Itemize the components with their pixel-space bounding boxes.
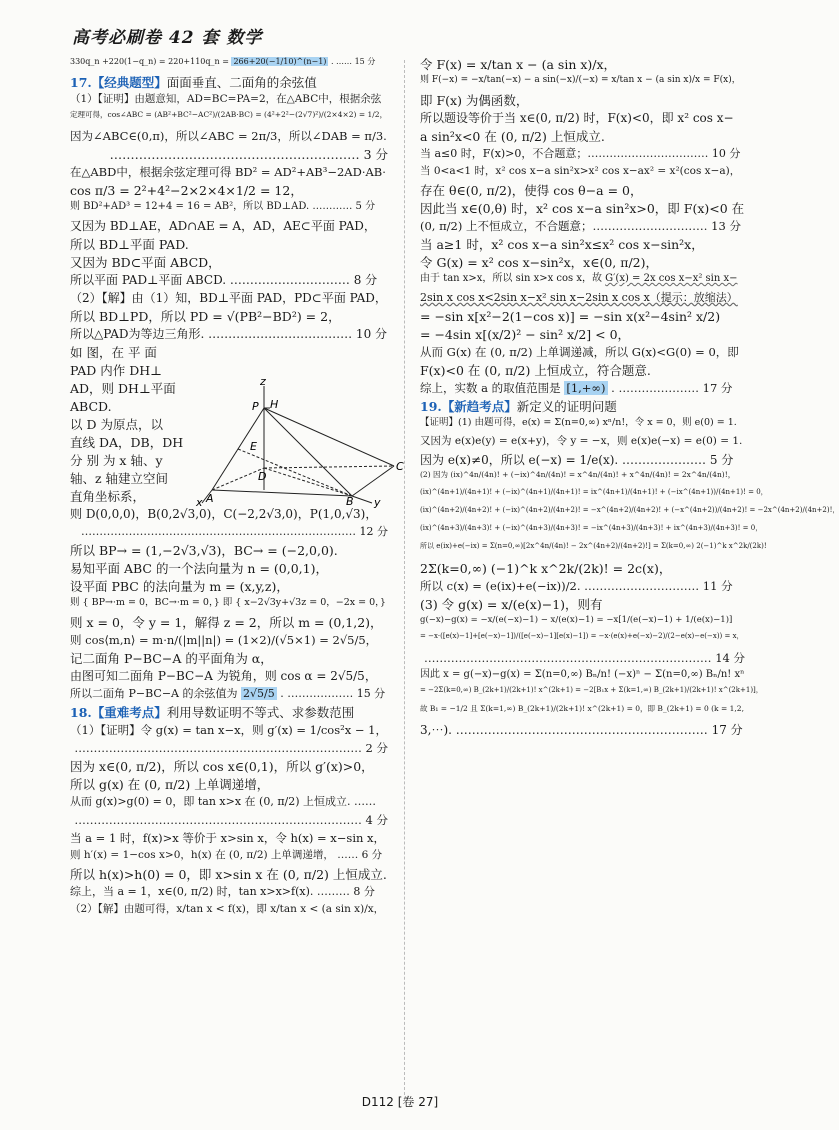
line-text: 定理可得，cos∠ABC = (AB²+BC²−AC²)/(2AB·BC) = (4²+2²−(2√7)²)/(2×4×2) = 1/2， xyxy=(70,110,388,119)
line-text: (2) 因为 (ix)^4n/(4n)! + (−ix)^4n/(4n)! = x^4n/(4n)! + x^4n/(4n)! = 2x^4n/(4n)!， xyxy=(420,470,736,479)
right-line xyxy=(420,200,745,218)
line-text: 记二面角 P−BC−A 的平面角为 α， xyxy=(70,651,273,666)
line-text: 面面垂直、二面角的余弦值 xyxy=(166,75,317,90)
left-line xyxy=(70,758,388,776)
right-column xyxy=(420,56,839,740)
left-line xyxy=(70,776,388,794)
edge-AD xyxy=(212,468,267,490)
right-line xyxy=(420,128,745,146)
right-line xyxy=(420,254,745,272)
left-line xyxy=(70,344,388,362)
left-line xyxy=(70,182,388,200)
right-line xyxy=(420,524,763,542)
right-line xyxy=(420,542,767,560)
left-line xyxy=(70,146,388,164)
right-line xyxy=(420,236,745,254)
left-line xyxy=(70,884,388,902)
line-text: ………………………………………………………………… 2 分 xyxy=(74,741,388,755)
left-line xyxy=(70,92,388,110)
line-text: 以 D 为原点，以 xyxy=(70,417,163,432)
left-line xyxy=(70,596,388,614)
line-text: 从而 G(x) 在 (0, π/2) 上单调递减，所以 G(x)<G(0) = 0，即 xyxy=(420,345,739,359)
left-line xyxy=(70,686,388,704)
line-text: 则 BD²+AD³ = 12+4 = 16 = AB²，所以 BD⊥AD. ………… 5 分 xyxy=(70,201,376,212)
line-text: 所以 BD⊥PD，所以 PD = √(PB²−BD²) = 2， xyxy=(70,309,341,324)
left-line xyxy=(70,128,388,146)
left-line xyxy=(70,740,388,758)
right-line xyxy=(420,182,745,200)
line-text: 所以 BP→ = (1,−2√3,√3)，BC→ = (−2,0,0). xyxy=(70,543,338,558)
line-text: …………………………………………………… 3 分 xyxy=(109,147,388,162)
line-text: 当 0<a<1 时，x² cos x−a sin²x>x² cos x−ax² = x²(cos x−a)， xyxy=(420,165,741,177)
right-line xyxy=(420,110,745,128)
line-text: (ix)^(4n+3)/(4n+3)! + (−ix)^(4n+3)/(4n+3)! = −ix^(4n+3)/(4n+3)! + ix^(4n+3)/(4n+3)! = 0， xyxy=(420,524,763,532)
right-line xyxy=(420,326,745,344)
line-text: 又因为 BD⊂平面 ABCD， xyxy=(70,255,221,270)
line-text: 所以 e(ix)+e(−ix) = Σ(n=0,∞)[2x^4n/(4n)! − 2x^(4n+2)/(4n+2)!] = Σ(k=0,∞) 2(−1)^k x^2k/(2k)! xyxy=(420,542,767,550)
line-text: 则 D(0,0,0)，B(0,2√3,0)，C(−2,2√3,0)，P(1,0,√3)， xyxy=(70,507,378,521)
left-line xyxy=(70,236,388,254)
right-line xyxy=(420,218,745,236)
right-line xyxy=(420,434,745,452)
left-line xyxy=(70,812,388,830)
line-text: = −4sin x[(x/2)² − sin² x/2] < 0， xyxy=(420,327,631,342)
line-text: 故 B₁ = −1/2 且 Σ(k=1,∞) B_(2k+1)/(2k+1)! x^(2k+1) = 0，即 B_(2k+1) = 0 (k = 1,2, xyxy=(420,704,744,713)
edge-PC xyxy=(264,408,394,466)
edge-DC xyxy=(264,466,394,468)
label-z: z xyxy=(260,375,266,388)
line-text: F(x)<0 在 (0, π/2) 上恒成立，符合题意. xyxy=(420,363,651,378)
left-line xyxy=(70,200,388,218)
line-text: 如 图，在 平 面 xyxy=(70,345,157,360)
left-line xyxy=(70,254,388,272)
line-text: 当 a = 1 时，f(x)>x 等价于 x>sin x，令 h(x) = x−sin x， xyxy=(70,831,386,845)
left-line xyxy=(70,632,388,650)
line-text: = −x·([e(x)−1]+[e(−x)−1])/([e(−x)−1][e(x)−1]) = −x·(e(x)+e(−x)−2)/(2−e(x)−e(−x)) = x， xyxy=(420,632,744,640)
label-A: A xyxy=(206,492,214,505)
line-text: 由图可知二面角 P−BC−A 为锐角，则 cos α = 2√5/5， xyxy=(70,669,377,683)
line-text: cos π/3 = 2²+4²−2×2×4×1/2 = 12， xyxy=(70,183,303,198)
right-line xyxy=(420,74,745,92)
left-line xyxy=(70,506,388,524)
left-line xyxy=(70,56,388,74)
edge-AB xyxy=(212,490,352,496)
line-text: 因为 e(x)≠0，所以 e(−x) = 1/e(x). ………………… 5 分 xyxy=(420,453,734,467)
line-text: （1）【证明】令 g(x) = tan x−x，则 g′(x) = 1/cos²x − 1， xyxy=(70,723,387,737)
right-line xyxy=(420,632,745,650)
answer-highlight: 266+20(−1/10)^(n−1) xyxy=(233,57,327,66)
line-text: 因此当 x∈(0,θ) 时，x² cos x−a sin²x>0，即 F(x)<0 在 xyxy=(420,201,745,216)
left-line xyxy=(70,794,388,812)
line-text: 综上，实数 a 的取值范围是 [1,+∞) . ………………… 17 分 xyxy=(420,381,733,395)
line-text: = −sin x[x²−2(1−cos x)] = −sin x(x²−4sin² x/2) xyxy=(420,309,721,324)
right-line xyxy=(420,578,745,596)
line-text: 直线 DA，DB，DH xyxy=(70,435,184,450)
line-text: ………………………………………………………………… 4 分 xyxy=(74,813,388,827)
edge-EB xyxy=(238,449,352,496)
line-text: 又因为 BD⊥AE，AD∩AE = A，AD，AE⊂平面 PAD， xyxy=(70,219,376,233)
left-line xyxy=(70,164,388,182)
line-text: g(−x)−g(x) = −x/(e(−x)−1) − x/(e(x)−1) = −x[1/(e(−x)−1) + 1/(e(x)−1)] xyxy=(420,615,733,625)
wavy-underline: 2sin x cos x<2sin x−x² sin x−2sin x cos x（提示：放缩法） xyxy=(420,291,738,304)
left-line xyxy=(70,326,388,344)
line-text: 当 a≤0 时，F(x)>0，不合题意；…………………………… 10 分 xyxy=(420,147,741,160)
right-line xyxy=(420,92,745,110)
line-text: 所以 BD⊥平面 PAD. xyxy=(70,237,189,252)
label-y: y xyxy=(374,496,381,509)
left-line xyxy=(70,272,388,290)
right-line xyxy=(420,308,745,326)
line-text: 即 F(x) 为偶函数， xyxy=(420,93,529,108)
line-text: ………………………………………………………………… 14 分 xyxy=(424,651,745,665)
right-line xyxy=(420,470,745,488)
line-text: ………………………………………………………………… 12 分 xyxy=(81,525,388,538)
footer-page-label: D112 [卷 27] xyxy=(361,1095,439,1109)
line-text: （1）【证明】由题意知，AD=BC=PA=2，在△ABC中，根据余弦 xyxy=(70,93,382,105)
line-text: (3) 令 g(x) = x/(e(x)−1)，则有 xyxy=(420,597,603,612)
line-text: PAD 内作 DH⊥ xyxy=(70,363,162,378)
left-line xyxy=(70,290,388,308)
line-text: 所以△PAD为等边三角形. ……………………………… 10 分 xyxy=(70,327,388,341)
right-line xyxy=(420,362,745,380)
line-text: ABCD. xyxy=(70,399,112,414)
line-text: = −2Σ(k=0,∞) B_(2k+1)/(2k+1)! x^(2k+1) = −2[B₁x + Σ(k=1,∞) B_(2k+1)/(2k+1)! x^(2k+1)]， xyxy=(420,686,763,694)
left-line xyxy=(70,650,388,668)
line-text: （2）【解】由题可得，x/tan x < f(x)，即 x/tan x < (a sin x)/x， xyxy=(70,903,385,915)
question-tag: 【经典题型】 xyxy=(91,75,167,90)
line-text: 易知平面 ABC 的一个法向量为 n = (0,0,1)， xyxy=(70,561,328,576)
left-line xyxy=(70,110,388,128)
edge-PB xyxy=(264,408,352,496)
line-text: 【证明】(1) 由题可得，e(x) = Σ(n=0,∞) xⁿ/n!，令 x = 0，则 e(0) = 1. xyxy=(420,417,737,428)
answer-highlight: [1,+∞) xyxy=(566,381,606,395)
left-line xyxy=(70,722,388,740)
right-line xyxy=(420,272,745,290)
line-text: 设平面 PBC 的法向量为 m = (x,y,z)， xyxy=(70,579,289,594)
right-line xyxy=(420,452,745,470)
label-E: E xyxy=(250,440,257,453)
line-text: 又因为 e(x)e(y) = e(x+y)，令 y = −x，则 e(x)e(−x) = e(0) = 1. xyxy=(420,435,743,447)
label-C: C xyxy=(396,460,404,473)
line-text: 令 F(x) = x/tan x − (a sin x)/x， xyxy=(420,57,617,72)
right-line xyxy=(420,596,745,614)
right-line xyxy=(420,290,745,308)
right-line xyxy=(420,164,745,182)
line-text: 则 cos⟨m,n⟩ = m·n/(|m||n|) = (1×2)/(√5×1) = 2√5/5， xyxy=(70,633,378,647)
running-header: 高考必刷卷 42 套 数学 xyxy=(72,28,263,48)
left-line xyxy=(70,830,388,848)
right-line xyxy=(420,56,745,74)
left-line xyxy=(70,866,388,884)
column-divider xyxy=(404,60,405,1100)
right-line xyxy=(420,704,745,722)
line-text: 所以平面 PAD⊥平面 ABCD. ………………………… 8 分 xyxy=(70,273,378,287)
left-line xyxy=(70,848,388,866)
left-line xyxy=(70,308,388,326)
line-text: (0, π/2) 上不恒成立，不合题意；………………………… 13 分 xyxy=(420,219,741,233)
line-text: 因为 x∈(0, π/2)，所以 cos x∈(0,1)，所以 g′(x)>0， xyxy=(70,759,374,774)
right-line xyxy=(420,380,745,398)
answer-highlight: 2√5/5 xyxy=(242,687,275,700)
line-text: 分 别 为 x 轴、y xyxy=(70,453,163,468)
line-text: 所以 g(x) 在 (0, π/2) 上单调递增， xyxy=(70,777,270,792)
right-line xyxy=(420,344,745,362)
right-line xyxy=(420,560,745,578)
edge-DB xyxy=(264,468,352,496)
line-text xyxy=(420,291,738,304)
line-text: 则 { BP→·m = 0，BC→·m = 0，} 即 { x−2√3y+√3z = 0，−2x = 0，} xyxy=(70,597,386,608)
line-text: (ix)^(4n+2)/(4n+2)! + (−ix)^(4n+2)/(4n+2)! = −x^(4n+2)/(4n+2)! + (−x^(4n+2))/(4n+2)! = −2x^(4n+2)/(4n+2)!， xyxy=(420,506,839,514)
line-text: 直角坐标系， xyxy=(70,489,146,504)
line-text: （2）【解】由（1）知，BD⊥平面 PAD，PD⊂平面 PAD， xyxy=(70,291,387,305)
left-line xyxy=(70,542,388,560)
question-tag: 【重难考点】 xyxy=(91,705,167,720)
wavy-underline: G′(x) = 2x cos x−x² sin x− xyxy=(605,273,738,284)
y-axis xyxy=(352,496,372,503)
question-number: 19. xyxy=(420,399,442,414)
line-text: AD，则 DH⊥平面 xyxy=(70,381,176,396)
right-line xyxy=(420,416,745,434)
label-D: D xyxy=(258,470,267,483)
line-text: 轴、z 轴建立空间 xyxy=(70,471,169,486)
right-line xyxy=(420,722,745,740)
line-text: 因为∠ABC∈(0,π)，所以∠ABC = 2π/3，所以∠DAB = π/3. xyxy=(70,129,387,143)
right-line xyxy=(420,488,768,506)
question-number: 18. xyxy=(70,705,92,720)
left-line xyxy=(70,578,388,596)
line-text: 则 x = 0，令 y = 1，解得 z = 2，所以 m = (0,1,2)， xyxy=(70,615,383,630)
left-line xyxy=(70,218,388,236)
label-B: B xyxy=(346,495,354,508)
right-line xyxy=(420,650,745,668)
edge-BC xyxy=(352,466,394,496)
line-text: 所以题设等价于当 x∈(0, π/2) 时，F(x)<0，即 x² cos x− xyxy=(420,111,734,125)
page-footer xyxy=(0,1094,800,1111)
line-text: 所以 h(x)>h(0) = 0，即 x>sin x 在 (0, π/2) 上恒成立. xyxy=(70,867,387,882)
left-line xyxy=(70,614,388,632)
line-text: 由于 tan x>x，所以 sin x>x cos x，故 G′(x) = 2x cos x−x² sin x− xyxy=(420,273,738,284)
right-line xyxy=(420,686,763,704)
line-text: 利用导数证明不等式、求参数范围 xyxy=(166,705,355,720)
label-P: P xyxy=(252,400,259,413)
line-text: a sin²x<0 在 (0, π/2) 上恒成立. xyxy=(420,129,605,144)
left-line xyxy=(70,704,388,722)
left-line xyxy=(70,560,388,578)
line-text: 则 h′(x) = 1−cos x>0，h(x) 在 (0, π/2) 上单调递增， …… 6 分 xyxy=(70,849,383,861)
line-text: 因此 x = g(−x)−g(x) = Σ(n=0,∞) Bₙ/n! (−x)ⁿ − Σ(n=0,∞) Bₙ/n! xⁿ xyxy=(420,669,745,680)
line-text: 从而 g(x)>g(0) = 0，即 tan x>x 在 (0, π/2) 上恒成立. …… xyxy=(70,795,377,808)
right-line xyxy=(420,506,839,524)
line-text: 所以二面角 P−BC−A 的余弦值为 2√5/5 . ……………… 15 分 xyxy=(70,687,386,700)
line-text: 当 a≥1 时，x² cos x−a sin²x≤x² cos x−sin²x， xyxy=(420,237,704,252)
line-text: 令 G(x) = x² cos x−sin²x，x∈(0, π/2)， xyxy=(420,255,659,270)
left-line xyxy=(70,902,388,920)
right-line xyxy=(420,668,745,686)
line-text: 综上，当 a = 1，x∈(0, π/2) 时，tan x>x>f(x). ……… 8 分 xyxy=(70,885,375,898)
left-line xyxy=(70,668,388,686)
line-text: (ix)^(4n+1)/(4n+1)! + (−ix)^(4n+1)/(4n+1)! = ix^(4n+1)/(4n+1)! + (−ix^(4n+1))/(4n+1)! = 0， xyxy=(420,488,768,496)
left-line xyxy=(70,74,388,92)
line-text: 所以 c(x) = (e(ix)+e(−ix))/2. ………………………… 11 分 xyxy=(420,579,733,593)
line-text: 存在 θ∈(0, π/2)，使得 cos θ−a = 0， xyxy=(420,183,643,198)
line-text: 新定义的证明问题 xyxy=(516,399,617,414)
label-H: H xyxy=(270,398,279,411)
line-text: 在△ABD中，根据余弦定理可得 BD² = AD²+AB³−2AD·AB· xyxy=(70,165,386,179)
left-line xyxy=(70,524,388,542)
geometry-figure xyxy=(172,375,404,509)
right-line xyxy=(420,146,745,164)
line-text: 3,⋯). ……………………………………………………… 17 分 xyxy=(420,723,743,737)
label-x: x xyxy=(196,496,203,509)
right-line xyxy=(420,614,745,632)
line-text: 则 F(−x) = −x/tan(−x) − a sin(−x)/(−x) = x/tan x − (a sin x)/x = F(x)， xyxy=(420,75,741,85)
line-text: 330q_n +220(1−q_n) = 220+110q_n = 266+20(−1/10)^(n−1) . …… 15 分 xyxy=(70,57,376,66)
right-line xyxy=(420,398,745,416)
question-number: 17. xyxy=(70,75,92,90)
line-text: 2Σ(k=0,∞) (−1)^k x^2k/(2k)! = 2c(x)， xyxy=(420,561,672,576)
question-tag: 【新趋考点】 xyxy=(441,399,517,414)
